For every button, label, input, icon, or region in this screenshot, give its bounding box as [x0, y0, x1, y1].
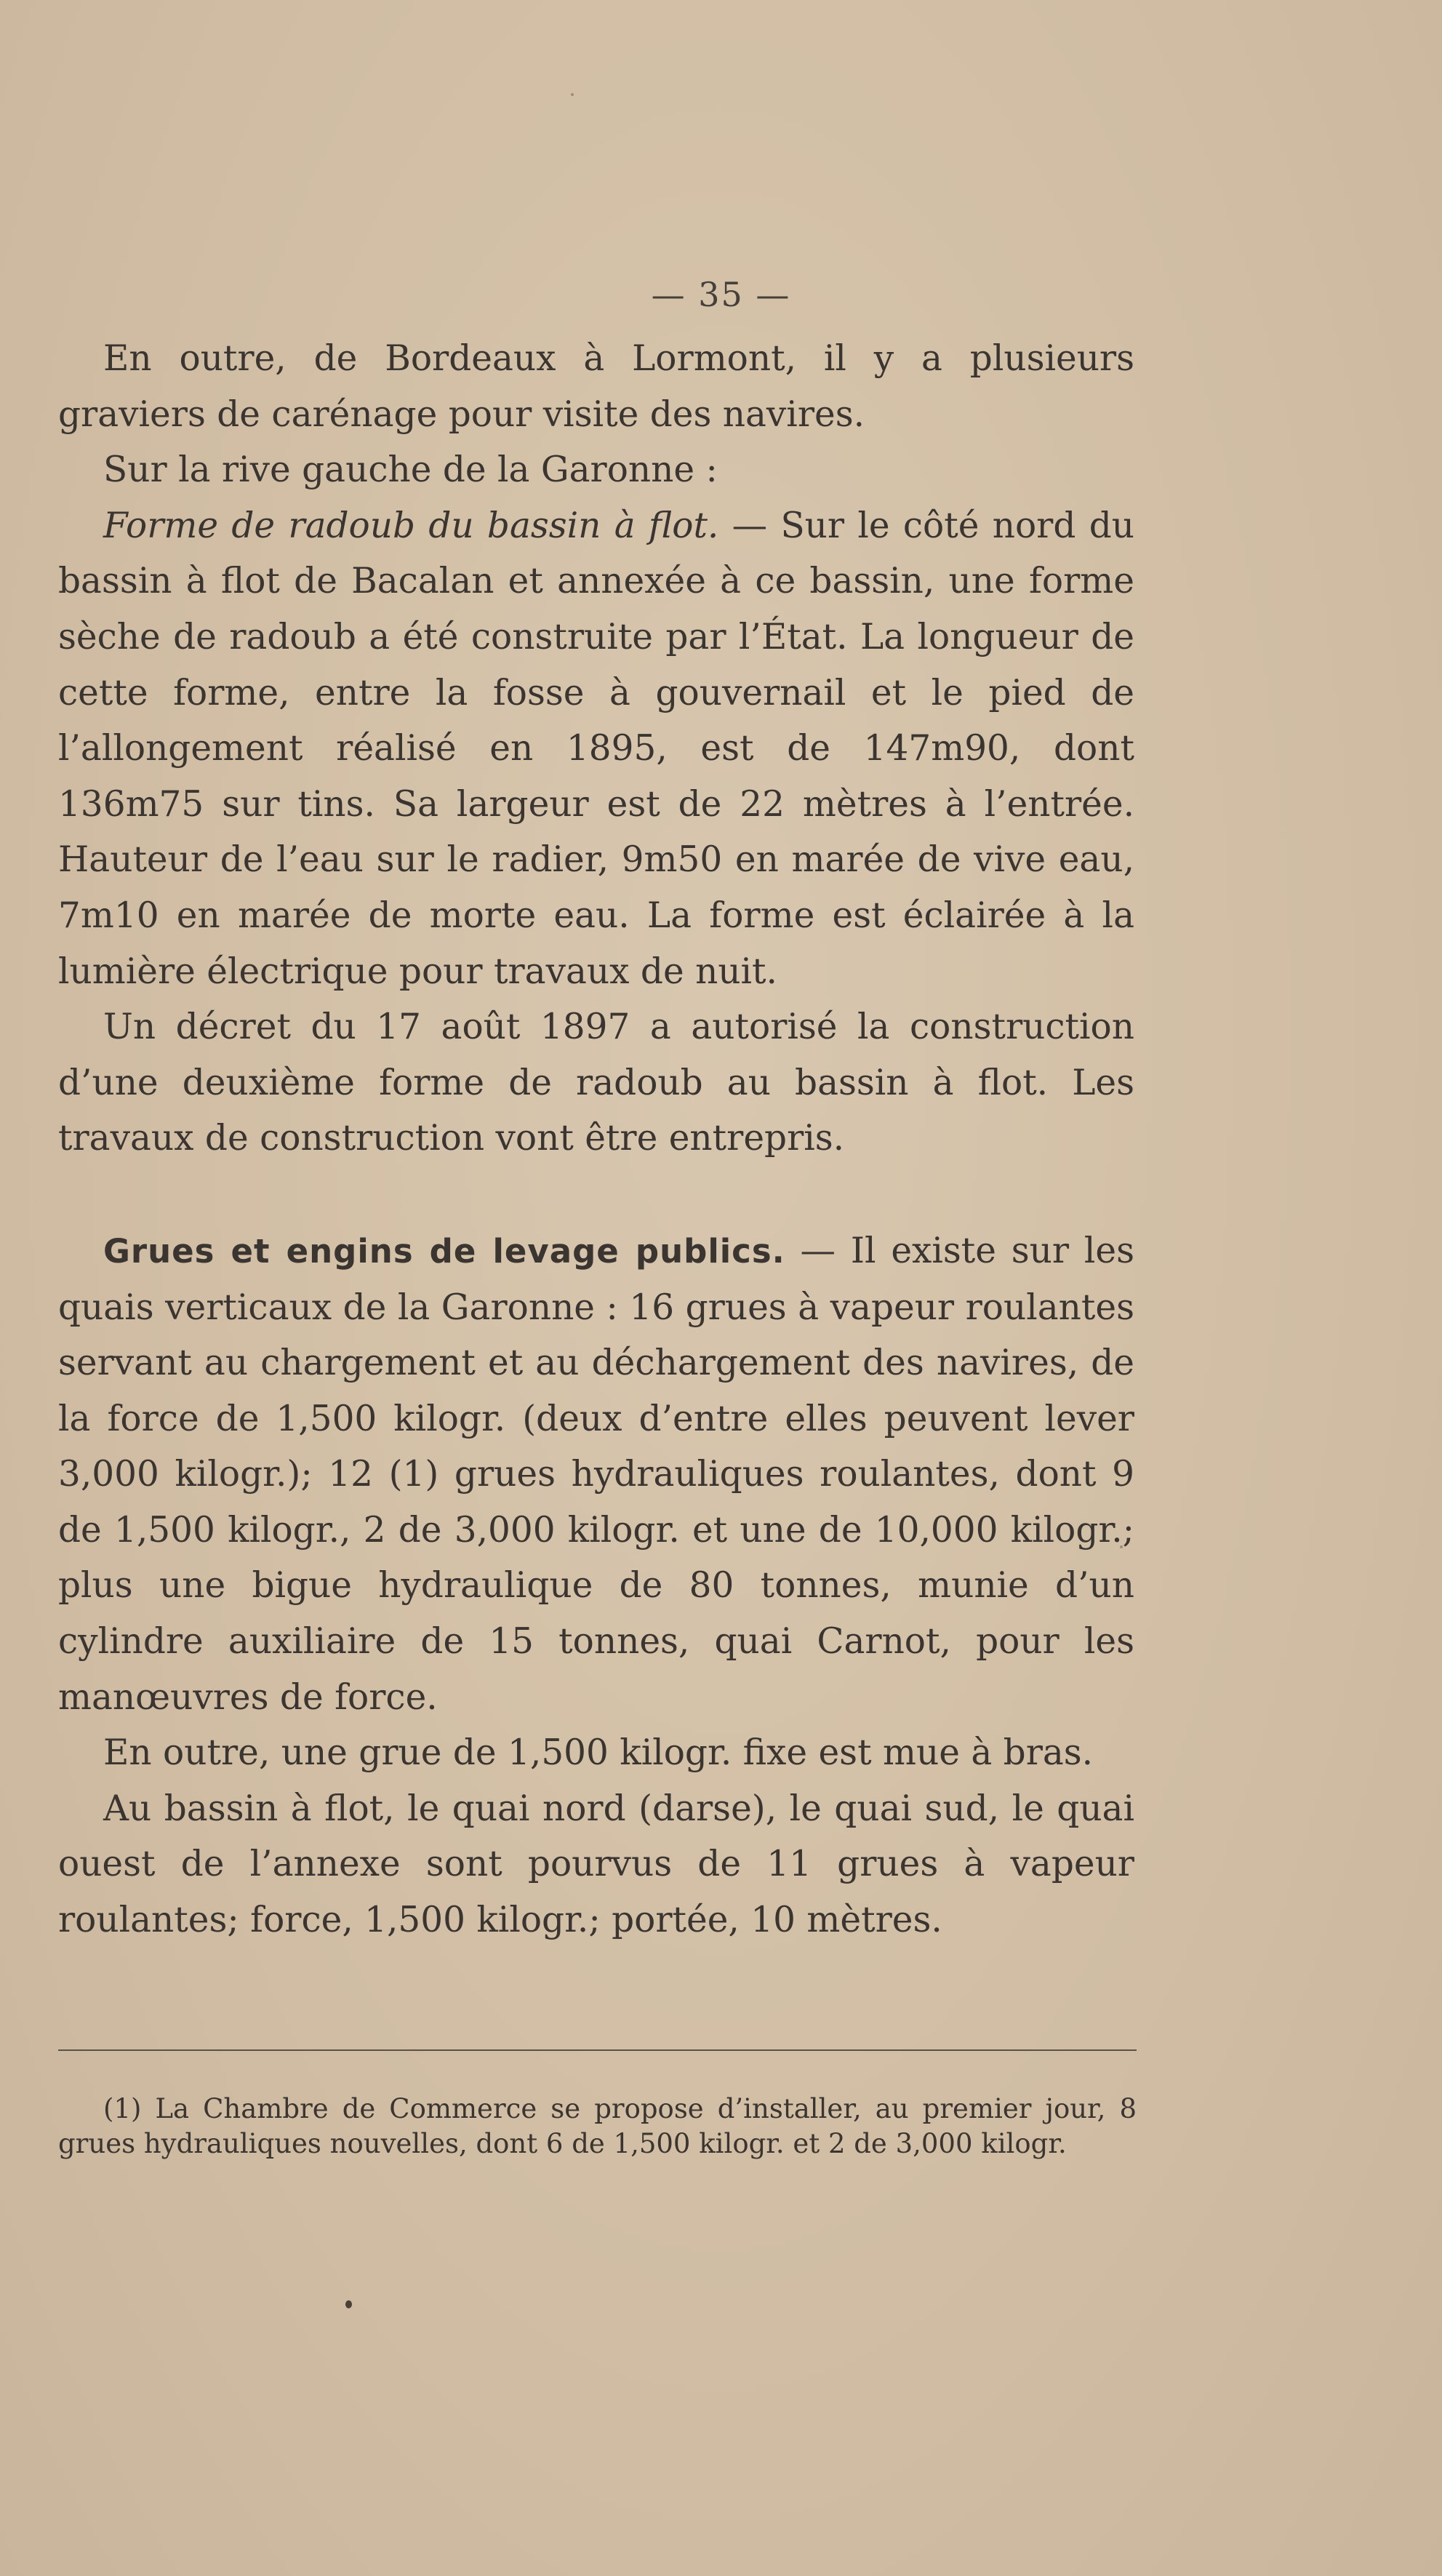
- ink-speck: [571, 93, 574, 96]
- footnote: [58, 2092, 1137, 2161]
- body-text: [58, 331, 1134, 1948]
- paragraph-grue-fixe: En outre, une grue de 1,500 kilogr. fixe est mue à bras.: [103, 1732, 1094, 1774]
- section-heading-forme-de-radoub: Forme de radoub du bassin à flot.: [103, 505, 719, 546]
- section-heading-grues: Grues et engins de levage publics.: [103, 1231, 785, 1271]
- paragraph-graviers: En outre, de Bordeaux à Lormont, il y a plusieurs graviers de carénage pour visite des navires.: [58, 338, 1134, 435]
- paragraph-bassin-a-flot: Au bassin à flot, le quai nord (darse), le quai sud, le quai ouest de l’annexe sont pourvus de 11 grues à vapeur roulantes; force, 1,500 kilogr.; portée, 10 mètres.: [58, 1788, 1134, 1941]
- page-number: — 35 —: [651, 275, 791, 314]
- paragraph-grues-text: — Il existe sur les quais verticaux de la Garonne : 16 grues à vapeur roulantes servant au chargement et au déchargement des navires, de la force de 1,500 kilogr. (deux d’entre elles peuvent lever 3,000 kilogr.); 12 (1) grues hydrauliques roulantes, dont 9 de 1,500 kilogr., 2 de 3,000 kilogr. et une de 10,000 kilogr.; plus une bigue hydraulique de 80 tonnes, munie d’un cylindre auxiliaire de 15 tonnes, quai Carnot, pour les manœuvres de force.: [58, 1230, 1134, 1718]
- paragraph-rive-gauche: Sur la rive gauche de la Garonne :: [103, 449, 718, 491]
- footnote-text: (1) La Chambre de Commerce se propose d’installer, au premier jour, 8 grues hydrauliques nouvelles, dont 6 de 1,500 kilogr. et 2 de 3,000 kilogr.: [58, 2093, 1137, 2159]
- paragraph-grues: [58, 1223, 1134, 1725]
- paragraph-decret: Un décret du 17 août 1897 a autorisé la construction d’une deuxième forme de radoub au bassin à flot. Les travaux de construction vont être entrepris.: [58, 1007, 1134, 1159]
- ink-speck: [345, 2300, 352, 2308]
- footnote-separator: [58, 2049, 1137, 2051]
- paragraph-forme-de-radoub-text: — Sur le côté nord du bassin à flot de Bacalan et annexée à ce bassin, une forme sèche de radoub a été construite par l’État. La longueur de cette forme, entre la fosse à gouvernail et le pied de l’allongement réalisé en 1895, est de 147m90, dont 136m75 sur tins. Sa largeur est de 22 mètres à l’entrée. Hauteur de l’eau sur le radier, 9m50 en marée de vive eau, 7m10 en marée de morte eau. La forme est éclairée à la lumière électrique pour travaux de nuit.: [58, 505, 1134, 992]
- paragraph-forme-de-radoub: [58, 498, 1134, 999]
- ink-speck: [1120, 1545, 1123, 1548]
